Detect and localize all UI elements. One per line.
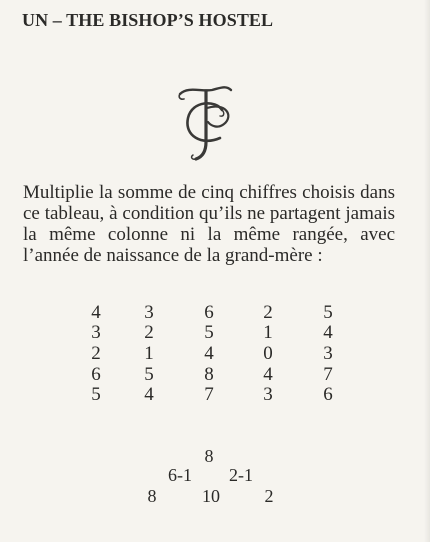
grid-cell: 6 xyxy=(204,302,214,323)
puzzle-middle-right: 2-1 xyxy=(229,465,253,485)
instruction-paragraph: Multiplie la somme de cinq chiffres choisis dans ce tableau, à condition qu’ils ne partagent jamais la même colonne ni la même rangée, avec l’année de naissance de la grand-mère : xyxy=(23,182,395,266)
grid-cell: 6 xyxy=(323,384,333,405)
grid-cell: 4 xyxy=(144,384,154,405)
puzzle-bottom-right: 2 xyxy=(264,486,274,506)
grid-cell: 5 xyxy=(144,364,154,385)
grid-cell: 4 xyxy=(204,343,214,364)
grid-cell: 8 xyxy=(204,364,214,385)
puzzle-bottom-center: 10 xyxy=(202,486,220,506)
grid-cell: 4 xyxy=(323,322,333,343)
grid-cell: 3 xyxy=(323,343,333,364)
grid-cell: 2 xyxy=(91,343,101,364)
grid-cell: 2 xyxy=(263,302,273,323)
grid-cell: 2 xyxy=(144,322,154,343)
grid-cell: 5 xyxy=(204,322,214,343)
grid-cell: 1 xyxy=(144,343,154,364)
grid-cell: 4 xyxy=(263,364,273,385)
grid-cell: 0 xyxy=(263,343,273,364)
grid-cell: 5 xyxy=(323,302,333,323)
tc-monogram-icon xyxy=(172,82,238,164)
grid-cell: 3 xyxy=(263,384,273,405)
puzzle-top: 8 xyxy=(204,446,214,466)
grid-cell: 6 xyxy=(91,364,101,385)
grid-cell: 3 xyxy=(91,322,101,343)
grid-cell: 1 xyxy=(263,322,273,343)
grid-cell: 5 xyxy=(91,384,101,405)
grid-cell: 7 xyxy=(204,384,214,405)
grid-cell: 3 xyxy=(144,302,154,323)
puzzle-bottom-left: 8 xyxy=(147,486,157,506)
chapter-header: UN – THE BISHOP’S HOSTEL xyxy=(22,10,274,30)
grid-cell: 7 xyxy=(323,364,333,385)
grid-cell: 4 xyxy=(91,302,101,323)
puzzle-middle-left: 6-1 xyxy=(168,465,192,485)
